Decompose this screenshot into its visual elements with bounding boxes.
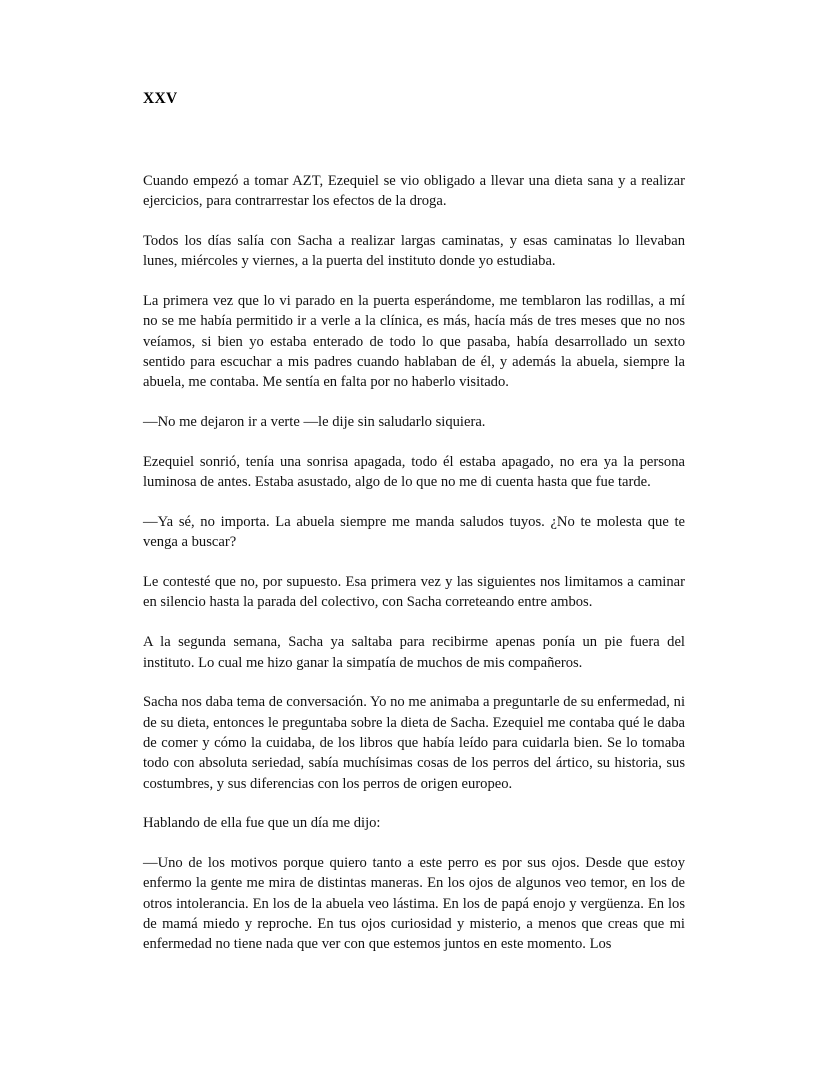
paragraph-5: Ezequiel sonrió, tenía una sonrisa apagada, todo él estaba apagado, no era ya la persona luminosa de antes. Estaba asustado, algo de lo que no me di cuenta hasta que fue tarde.: [143, 453, 685, 491]
paragraph-7: Le contesté que no, por supuesto. Esa primera vez y las siguientes nos limitamos a caminar en silencio hasta la parada del colectivo, con Sacha correteando entre ambos.: [143, 574, 685, 611]
chapter-heading: XXV: [143, 90, 178, 107]
paragraph-6: —Ya sé, no importa. La abuela siempre me manda saludos tuyos. ¿No te molesta que te venga a buscar?: [143, 514, 685, 551]
paragraph-2: Todos los días salía con Sacha a realizar largas caminatas, y esas caminatas lo llevaban lunes, miércoles y viernes, a la puerta del instituto donde yo estudiaba.: [143, 233, 685, 270]
paragraph-4: —No me dejaron ir a verte —le dije sin saludarlo siquiera.: [143, 414, 486, 431]
paragraph-3: La primera vez que lo vi parado en la puerta esperándome, me temblaron las rodillas, a mí no se me había permitido ir a verle a la clínica, es más, hacía más de tres meses que no nos veíamos, si bien yo estaba enterado de todo lo que pasaba, había desarrollado un sexto sentido para escuchar a mis padres cuando hablaban de él, y además la abuela, siempre la abuela, me contaba. Me sentía en falta por no haberlo visitado.: [143, 293, 685, 391]
paragraph-10: Hablando de ella fue que un día me dijo:: [143, 815, 381, 832]
paragraph-11: —Uno de los motivos porque quiero tanto a este perro es por sus ojos. Desde que estoy enfermo la gente me mira de distintas maneras. En los ojos de algunos veo temor, en los de otros intolerancia. En los de la abuela veo lástima. En los de papá enojo y vergüenza. En los de mamá miedo y reproche. En tus ojos curiosidad y misterio, a menos que creas que mi enfermedad no tiene nada que ver con que estemos juntos en este momento. Los: [143, 855, 685, 953]
chapter-body: [143, 171, 685, 974]
paragraph-9: Sacha nos daba tema de conversación. Yo no me animaba a preguntarle de su enfermedad, ni de su dieta, entonces le preguntaba sobre la dieta de Sacha. Ezequiel me contaba qué le daba de comer y cómo la cuidaba, de los libros que había leído para cuidarla bien. Se lo tomaba todo con absoluta seriedad, sabía muchísimas cosas de los perros del ártico, su historia, sus costumbres, y sus diferencias con los perros de origen europeo.: [143, 694, 685, 792]
paragraph-8: A la segunda semana, Sacha ya saltaba para recibirme apenas ponía un pie fuera del instituto. Lo cual me hizo ganar la simpatía de muchos de mis compañeros.: [143, 634, 685, 671]
paragraph-1: Cuando empezó a tomar AZT, Ezequiel se vio obligado a llevar una dieta sana y a realizar ejercicios, para contrarrestar los efectos de la droga.: [143, 173, 685, 210]
